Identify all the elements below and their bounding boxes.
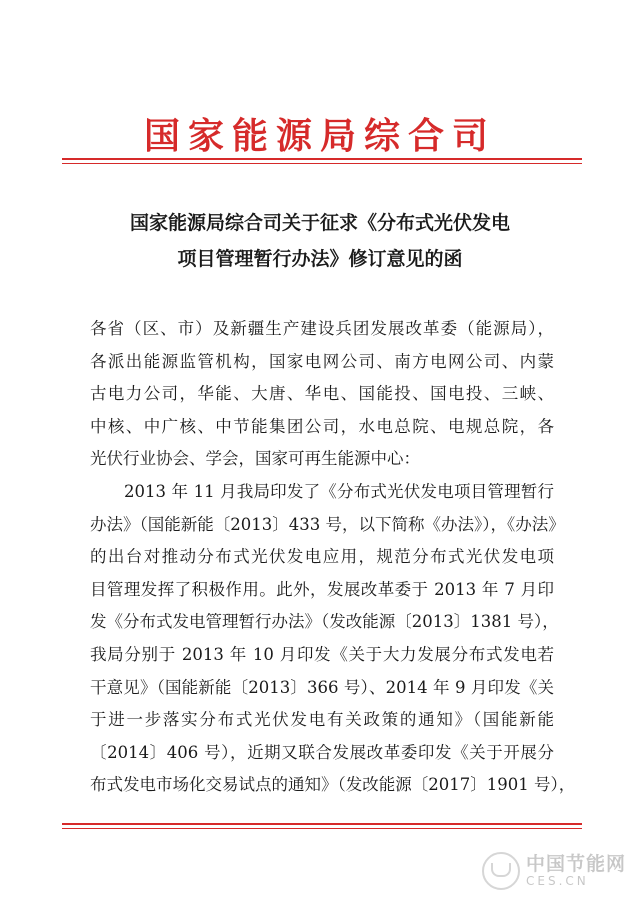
- body-line: 各派出能源监管机构，国家电网公司、南方电网公司、内蒙: [90, 351, 554, 371]
- body-line: 干意见》（国能新能〔2013〕366 号）、2014 年 9 月印发《关: [90, 677, 554, 697]
- document-title-line: 项目管理暂行办法》修订意见的函: [177, 248, 463, 270]
- body-line: 布式发电市场化交易试点的通知》（发改能源〔2017〕1901 号），: [90, 775, 576, 795]
- watermark-site-name: 中国节能网: [525, 852, 626, 875]
- body-line: 的出台对推动分布式光伏发电应用，规范分布式光伏发电项: [90, 547, 554, 567]
- letterhead-rule-thin: [62, 163, 582, 164]
- letterhead-title: 国家能源局综合司: [143, 115, 496, 157]
- letterhead-rule-thick: [62, 158, 582, 160]
- watermark-logo-icon: [482, 852, 520, 890]
- document-title-line: 国家能源局综合司关于征求《分布式光伏发电: [129, 212, 510, 234]
- watermark: [482, 852, 626, 890]
- body-line: 我局分别于 2013 年 10 月印发《关于大力发展分布式发电若: [90, 644, 554, 664]
- body-line: 发《分布式发电管理暂行办法》（发改能源〔2013〕1381 号），: [90, 612, 559, 632]
- watermark-text: [525, 852, 626, 888]
- body-line: 光伏行业协会、学会，国家可再生能源中心：: [90, 449, 420, 469]
- body-line: 古电力公司，华能、大唐、华电、国能投、国电投、三峡、: [90, 384, 554, 404]
- body-line: 各省（区、市）及新疆生产建设兵团发展改革委（能源局），: [90, 319, 554, 338]
- body-line: 〔2014〕406 号），近期又联合发展改革委印发《关于开展分: [90, 742, 554, 762]
- body-line: 办法》（国能新能〔2013〕433 号，以下简称《办法》），《办法》: [90, 514, 565, 534]
- footer-rule-thick: [62, 823, 582, 825]
- body-line: 中核、中广核、中节能集团公司，水电总院、电规总院，各: [90, 416, 554, 436]
- body-line: 于进一步落实分布式光伏发电有关政策的通知》（国能新能: [90, 710, 554, 730]
- footer-rule-thin: [62, 828, 582, 829]
- document-title: [60, 205, 580, 277]
- body-line: 目管理发挥了积极作用。此外，发展改革委于 2013 年 7 月印: [90, 579, 554, 599]
- document-body: [90, 313, 576, 802]
- watermark-domain: CES.CN: [525, 873, 589, 888]
- body-line: 2013 年 11 月我局印发了《分布式光伏发电项目管理暂行: [124, 481, 554, 501]
